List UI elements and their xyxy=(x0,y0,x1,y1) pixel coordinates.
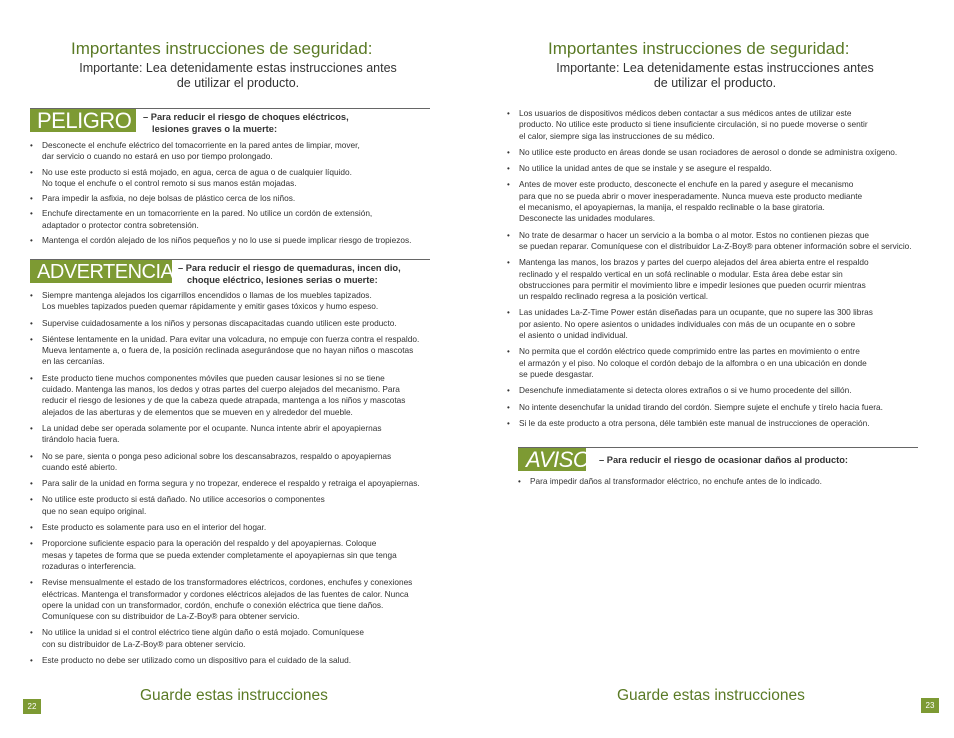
list-item: • No utilice la unidad si el control eléctrico tiene algún daño o está mojado. Comuníquese con su distribuidor de La-Z-Boy® para obtener servicio. xyxy=(30,627,460,650)
list-item: • No utilice la unidad antes de que se instale y se asegure el respaldo. xyxy=(507,163,947,174)
list-item: • La unidad debe ser operada solamente por el ocupante. Nunca intente abrir el apoyapiernas tirándolo hacia fuera. xyxy=(30,423,460,446)
list-item: • No trate de desarmar o hacer un servicio a la bomba o al motor. Estos no contienen piezas que se puedan reparar. Comuníquese con el distribuidor La-Z-Boy® para obtener información sobre el servicio. xyxy=(507,230,947,253)
advertencia-label: ADVERTENCIA xyxy=(37,260,174,283)
list-item: • No se pare, sienta o ponga peso adicional sobre los descansabrazos, respaldo o apoyapiernas cuando esté abierto. xyxy=(30,451,460,474)
list-item: • Este producto es solamente para uso en el interior del hogar. xyxy=(30,522,460,533)
list-item: • Revise mensualmente el estado de los transformadores eléctricos, cordones, enchufes y conexiones eléctricas. Mantenga el transformador y cordones eléctricos alejados de las fuentes de calor. Nunca opere la unidad con un transformador, cordón, enchufe o conexión eléctrica que tiene daños. Comuníquese con su distribuidor de La-Z-Boy® para obtener servicio. xyxy=(30,577,460,622)
list-item: • Si le da este producto a otra persona, déle también este manual de instrucciones de operación. xyxy=(507,418,947,429)
list-item: • Desenchufe inmediatamente si detecta olores extraños o si ve humo procedente del sillón. xyxy=(507,385,947,396)
list-item: • Los usuarios de dispositivos médicos deben contactar a sus médicos antes de utilizar este producto. No utilice este producto si tiene insuficiente circulación, si no puede moverse o sentir el calor, siempre siga las instrucciones de su médico. xyxy=(507,108,947,142)
page-subtitle: Importante: Lea detenidamente estas instrucciones antes de utilizar el producto. xyxy=(79,61,397,90)
page-number: 23 xyxy=(921,698,939,713)
aviso-list xyxy=(518,476,938,487)
peligro-badge xyxy=(30,109,136,132)
list-item: • Mantenga el cordón alejado de los niños pequeños y no lo use si puede implicar riesgo de tropiezos. xyxy=(30,235,460,246)
list-item: • Proporcione suficiente espacio para la operación del respaldo y del apoyapiernas. Coloque mesas y tapetes de forma que se pueda extender completamente el apoyapiernas sin que tenga rozaduras o interferencia. xyxy=(30,538,460,572)
list-item: • Siempre mantenga alejados los cigarrillos encendidos o llamas de los muebles tapizados. Los muebles tapizados pueden quemar rápidamente y emitir gases tóxicos y humo espeso. xyxy=(30,290,460,313)
aviso-text: – Para reducir el riesgo de ocasionar daños al producto: xyxy=(599,455,849,465)
page-subtitle: Importante: Lea detenidamente estas instrucciones antes de utilizar el producto. xyxy=(556,61,874,90)
list-item: • Siéntese lentamente en la unidad. Para evitar una volcadura, no empuje con fuerza contra el respaldo. Mueva lentamente a, o fuera de, la posición reclinada asegurándose que no hayan niños o mascotas en las cercanías. xyxy=(30,334,460,368)
list-item: • Las unidades La-Z-Time Power están diseñadas para un ocupante, que no supere las 300 libras por asiento. No opere asientos o unidades individuales con más de un ocupante en o sobre el asiento o unidad individual. xyxy=(507,307,947,341)
safety-list xyxy=(507,108,947,429)
right-page xyxy=(477,0,954,738)
list-item: • Para impedir daños al transformador eléctrico, no enchufe antes de lo indicado. xyxy=(518,476,938,487)
list-item: • No intente desenchufar la unidad tirando del cordón. Siempre sujete el enchufe y tírelo hacia fuera. xyxy=(507,402,947,413)
advertencia-badge xyxy=(30,260,172,283)
list-item: • Enchufe directamente en un tomacorriente en la pared. No utilice un cordón de extensión, adaptador o protector contra sobretensión. xyxy=(30,208,460,231)
list-item: • Este producto tiene muchos componentes móviles que pueden causar lesiones si no se tiene cuidado. Mantenga las manos, los dedos y otras partes del cuerpo alejados del mecanismo. Para reducir el riesgo de lesiones y de que la cabeza quede atrapada, mantenga a los niños y mascotas alejados de las aberturas y de elementos que se mueven en y alrededor del mueble. xyxy=(30,373,460,418)
list-item: • Mantenga las manos, los brazos y partes del cuerpo alejados del área abierta entre el respaldo reclinado y el respaldo vertical en un sofá reclinable o modular. Esta área debe estar sin obstrucciones para permitir el movimiento libre e impedir lesiones que pueden ocurrir mientras un respaldo reclinado regresa a la posición vertical. xyxy=(507,257,947,302)
aviso-label: AVISO xyxy=(526,446,590,472)
list-item: • Este producto no debe ser utilizado como un dispositivo para el cuidado de la salud. xyxy=(30,655,460,666)
list-item: • No use este producto si está mojado, en agua, cerca de agua o de cualquier líquido. No toque el enchufe o el control remoto si sus manos están mojadas. xyxy=(30,167,460,190)
list-item: • No utilice este producto en áreas donde se usan rociadores de aerosol o donde se administra oxígeno. xyxy=(507,147,947,158)
list-item: • Para impedir la asfixia, no deje bolsas de plástico cerca de los niños. xyxy=(30,193,460,204)
advertencia-list xyxy=(30,290,460,666)
peligro-text: – Para reducir el riesgo de choques eléctricos, lesiones graves o la muerte: xyxy=(143,112,349,134)
list-item: • No permita que el cordón eléctrico quede comprimido entre las partes en movimiento o entre el armazón y el piso. No coloque el cordón debajo de la alfombra o en una ubicación en donde se puede desgastar. xyxy=(507,346,947,380)
list-item: • No utilice este producto si está dañado. No utilice accesorios o componentes que no sean equipo original. xyxy=(30,494,460,517)
page-title: Importantes instrucciones de seguridad: xyxy=(548,39,850,58)
footer-text: Guarde estas instrucciones xyxy=(617,687,805,704)
aviso-badge xyxy=(518,446,590,472)
footer-text: Guarde estas instrucciones xyxy=(140,687,328,704)
peligro-list xyxy=(30,140,460,246)
peligro-label: PELIGRO xyxy=(37,107,132,133)
list-item: • Desconecte el enchufe eléctrico del tomacorriente en la pared antes de limpiar, mover, dar servicio o cuando no estará en uso por tiempo prolongado. xyxy=(30,140,460,163)
list-item: • Supervise cuidadosamente a los niños y personas discapacitadas cuando utilicen este producto. xyxy=(30,318,460,329)
advertencia-text: – Para reducir el riesgo de quemaduras, incen dio, choque eléctrico, lesiones serias o muerte: xyxy=(178,263,401,285)
list-item: • Para salir de la unidad en forma segura y no tropezar, enderece el respaldo y retraiga el apoyapiernas. xyxy=(30,478,460,489)
list-item: • Antes de mover este producto, desconecte el enchufe en la pared y asegure el mecanismo para que no se pueda abrir o mover inesperadamente. Nunca mueva este producto mediante el mecanismo, el apoyapiernas, la manija, el respaldo reclinable o la base giratoria. Desconecte las unidades modulares. xyxy=(507,179,947,224)
page-title: Importantes instrucciones de seguridad: xyxy=(71,39,373,58)
page-number: 22 xyxy=(23,699,41,714)
